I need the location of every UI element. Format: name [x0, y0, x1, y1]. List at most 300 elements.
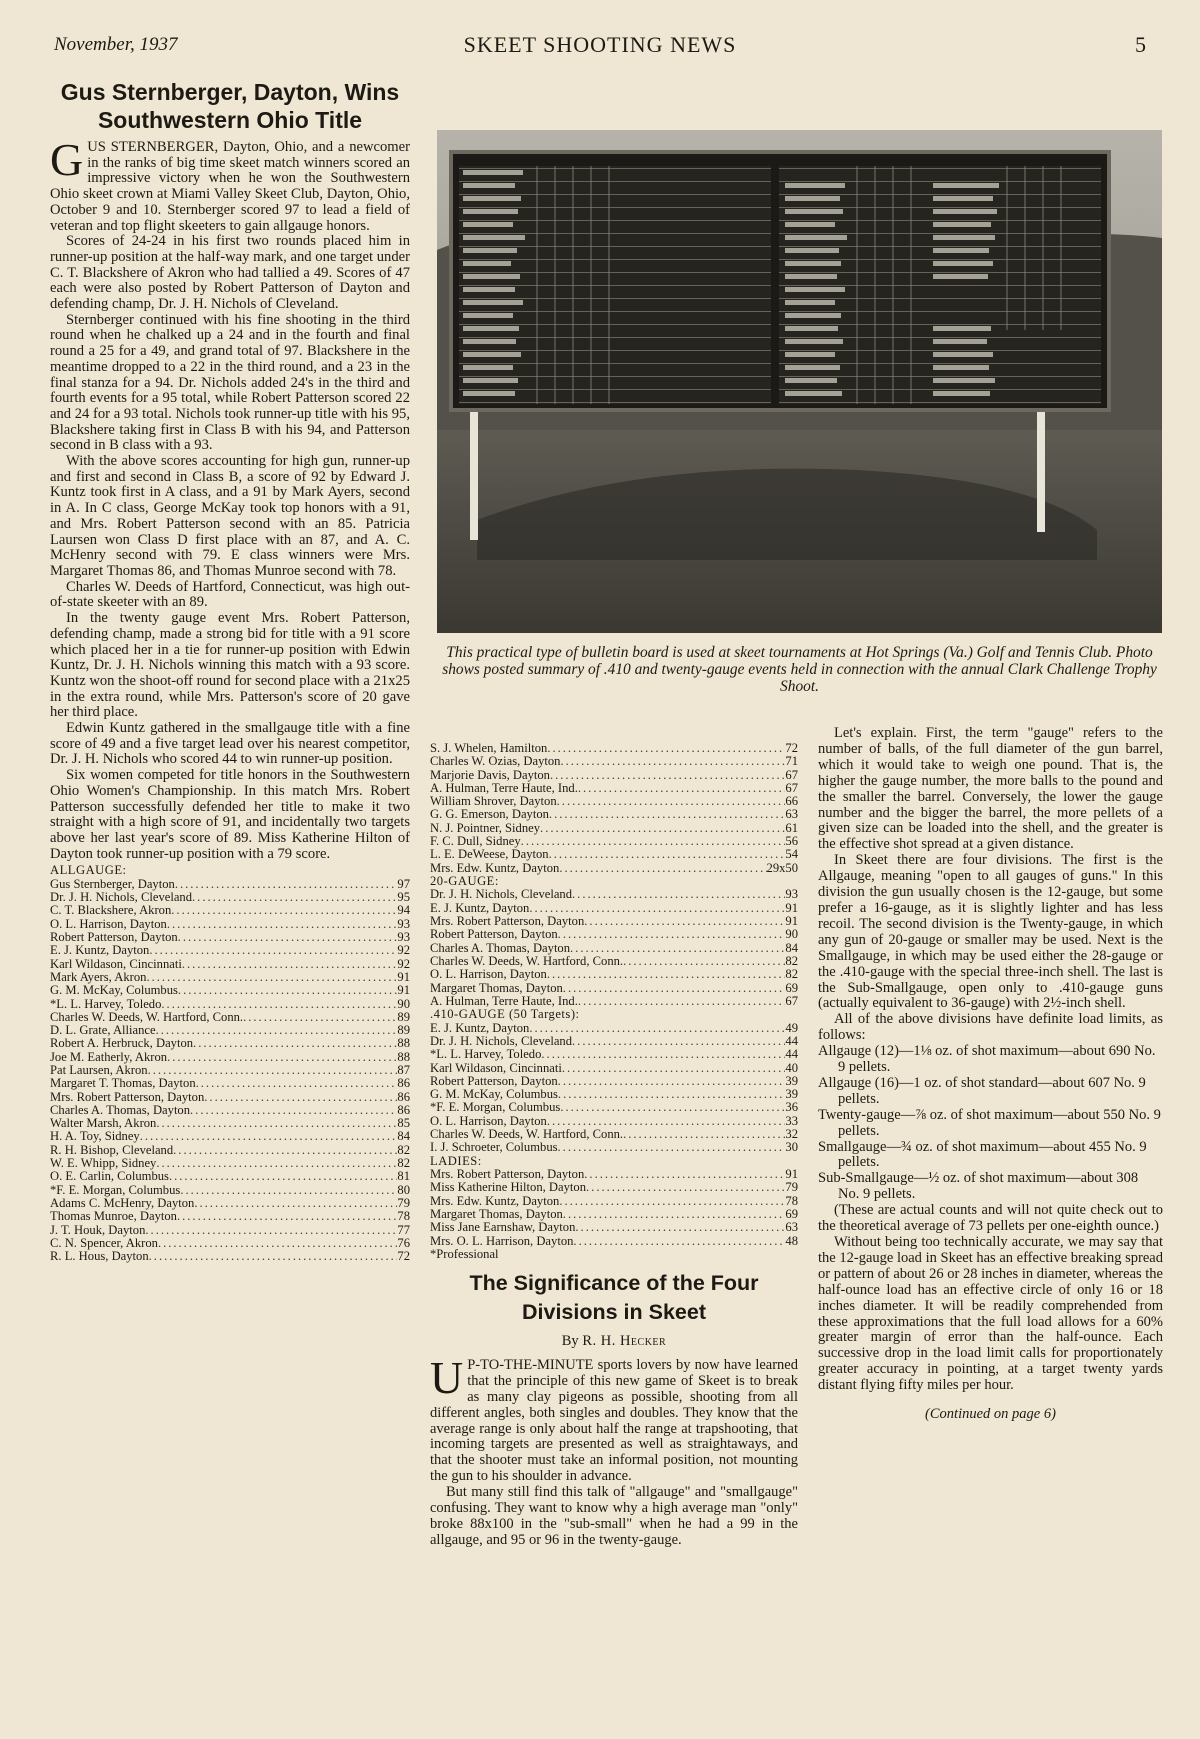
score-row	[50, 891, 410, 904]
shooter-score: 69	[785, 1208, 798, 1221]
dot-leader	[558, 1141, 786, 1154]
article-paragraph: (These are actual counts and will not quite check out to the theoretical average of 73 pellets per one-eighth ounce.)	[818, 1202, 1163, 1235]
dot-leader	[156, 1024, 398, 1037]
shooter-score: 91	[785, 915, 798, 929]
shooter-score: 84	[397, 1130, 410, 1144]
dot-leader	[558, 1088, 785, 1101]
score-row	[430, 1088, 798, 1101]
shooter-name: Mrs. Robert Patterson, Dayton	[430, 915, 585, 929]
score-row	[50, 944, 410, 957]
score-row	[50, 984, 410, 997]
score-row	[50, 918, 410, 931]
shooter-name: A. Hulman, Terre Haute, Ind.	[430, 994, 578, 1008]
continued-note: (Continued on page 6)	[925, 1406, 1056, 1423]
score-row	[430, 928, 798, 941]
shooter-score: 49	[785, 1021, 798, 1035]
article-paragraph: Edwin Kuntz gathered in the smallgauge title with a fine score of 49 and a five target lead over his nearest competitor, Dr. J. H. Nichols who scored 44 to win runner-up position.	[50, 720, 410, 768]
shooter-name: Mrs. Robert Patterson, Dayton	[430, 1168, 585, 1182]
drop-cap: U	[430, 1351, 464, 1403]
dot-leader	[529, 1022, 785, 1035]
shooter-name: C. N. Spencer, Akron	[50, 1236, 158, 1250]
score-row	[50, 1024, 410, 1037]
score-row	[430, 755, 798, 768]
shooter-name: Pat Laursen, Akron	[50, 1064, 148, 1077]
shooter-score: 36	[785, 1101, 798, 1115]
score-row	[50, 1250, 410, 1263]
page-number: 5	[1135, 32, 1146, 57]
shooter-score: 85	[397, 1117, 410, 1131]
dot-leader	[558, 1075, 786, 1088]
shooter-name: *F. E. Morgan, Columbus	[430, 1101, 561, 1115]
shooter-name: G. G. Emerson, Dayton	[430, 808, 549, 822]
score-row	[430, 1141, 798, 1154]
shooter-score: 93	[397, 917, 410, 931]
score-row	[50, 1224, 410, 1237]
shooter-name: D. L. Grate, Alliance	[50, 1024, 156, 1038]
professional-footnote: *Professional	[430, 1246, 499, 1261]
dot-leader	[573, 1235, 785, 1248]
score-row	[430, 1181, 798, 1194]
shooter-score: 90	[397, 997, 410, 1011]
issue-date: November, 1937	[54, 34, 178, 55]
score-row	[50, 1051, 410, 1064]
shooter-name: Joe M. Eatherly, Akron	[50, 1050, 168, 1064]
shooter-name: E. J. Kuntz, Dayton	[50, 944, 150, 958]
shooter-score: 44	[785, 1048, 798, 1062]
shooter-score: 40	[785, 1061, 798, 1075]
score-row	[50, 1210, 410, 1223]
dot-leader	[169, 1170, 397, 1183]
shooter-score: 89	[397, 1010, 410, 1024]
score-row	[430, 1022, 798, 1035]
shooter-name: Robert Patterson, Dayton	[50, 931, 178, 945]
shooter-score: 69	[785, 981, 798, 995]
dot-leader	[623, 1128, 785, 1141]
score-row	[430, 742, 798, 755]
shooter-name: Margaret T. Thomas, Dayton	[50, 1077, 196, 1091]
dot-leader	[572, 1035, 785, 1048]
score-row	[50, 1011, 410, 1024]
score-row	[430, 1101, 798, 1114]
dot-leader	[161, 998, 397, 1011]
score-row	[50, 1184, 410, 1197]
shooter-name: O. E. Carlin, Columbus	[50, 1170, 169, 1184]
article-paragraph: All of the above divisions have definite load limits, as follows:	[818, 1011, 1163, 1044]
dot-leader	[243, 1011, 397, 1024]
dot-leader	[563, 982, 786, 995]
shooter-name: H. A. Toy, Sidney	[50, 1130, 140, 1144]
score-row	[430, 888, 798, 901]
article-headline: The Significance of the Four Divisions in Skeet	[469, 1270, 759, 1324]
score-row	[50, 958, 410, 971]
dot-leader	[586, 1181, 785, 1194]
shooter-name: Marjorie Davis, Dayton	[430, 768, 550, 782]
shooter-score: 93	[397, 931, 410, 945]
dot-leader	[190, 1104, 397, 1117]
shooter-name: Charles A. Thomas, Dayton	[50, 1103, 191, 1117]
score-row	[50, 1130, 410, 1143]
shooter-score: 91	[397, 970, 410, 984]
article-paragraph: Without being too technically accurate, we may say that the 12-gauge load in Skeet has an effective breaking spread or pattern of about 26 or 28 inches in diameter, whereas the half-ounce load has an effective circle of only 16 or 18 inches diameter. It will be readily comprehended from these approximations that the full load allows for a 60% greater margin of error than the half-ounce. Each successive drop in the load limit calls for proportionately greater accuracy in pointing, at a target twenty yards distant flying fifty miles per hour.	[818, 1234, 1163, 1394]
dot-leader	[146, 971, 397, 984]
shooter-score: 39	[785, 1074, 798, 1088]
shooter-score: 86	[397, 1077, 410, 1091]
shooter-name: Karl Wildason, Cincinnati	[50, 957, 182, 971]
column-right	[818, 726, 1163, 1423]
shooter-score: 29x50	[766, 861, 798, 875]
score-row	[50, 1104, 410, 1117]
shooter-score: 80	[397, 1183, 410, 1197]
article-paragraph: But many still find this talk of "allgauge" and "smallgauge" confusing. They want to know why a high average man "only" broke 88x100 in the "sub-small" when he had a 99 in the allgauge, and 95 or 96 in the twenty-gauge.	[430, 1484, 798, 1548]
score-row	[430, 822, 798, 835]
score-row	[50, 1064, 410, 1077]
shooter-name: Mrs. Robert Patterson, Dayton	[50, 1090, 205, 1104]
score-row	[430, 1115, 798, 1128]
shooter-score: 84	[785, 941, 798, 955]
shooter-name: Robert Patterson, Dayton	[430, 928, 558, 942]
article-paragraph: Charles W. Deeds of Hartford, Connecticut, was high out-of-state skeeter with an 89.	[50, 578, 410, 611]
dot-leader	[140, 1130, 398, 1143]
shooter-score: 77	[397, 1223, 410, 1237]
dot-leader	[584, 915, 785, 928]
score-section-heading: .410-GAUGE (50 Targets):	[430, 1007, 580, 1022]
shooter-score: 91	[397, 984, 410, 998]
score-row	[430, 942, 798, 955]
shooter-name: Charles W. Ozias, Dayton	[430, 755, 561, 769]
shooter-score: 82	[397, 1143, 410, 1157]
score-row	[430, 782, 798, 795]
dot-leader	[549, 848, 786, 861]
shooter-name: W. E. Whipp, Sidney	[50, 1157, 157, 1171]
dot-leader	[570, 942, 785, 955]
score-row	[430, 862, 798, 875]
shooter-score: 91	[785, 1168, 798, 1182]
dot-leader	[177, 1210, 397, 1223]
load-limit-item: Twenty-gauge—⅞ oz. of shot maximum—about 550 No. 9 pellets.	[818, 1106, 1161, 1139]
shooter-name: Karl Wildason, Cincinnati	[430, 1061, 562, 1075]
shooter-name: Dr. J. H. Nichols, Cleveland	[430, 1034, 573, 1048]
load-limit-item: Allgauge (12)—1⅛ oz. of shot maximum—about 690 No. 9 pellets.	[818, 1043, 1156, 1076]
score-row	[430, 1168, 798, 1181]
publication-title: SKEET SHOOTING NEWS	[463, 32, 737, 57]
score-row	[430, 1128, 798, 1141]
allgauge-scores-continued	[430, 742, 798, 1261]
score-section-heading: 20-GAUGE:	[430, 873, 499, 888]
score-row	[50, 1237, 410, 1250]
score-row	[50, 1117, 410, 1130]
shooter-name: Charles W. Deeds, W. Hartford, Conn.	[50, 1010, 244, 1024]
dot-leader	[156, 1157, 397, 1170]
score-row	[430, 982, 798, 995]
shooter-name: *L. L. Harvey, Toledo	[430, 1048, 542, 1062]
dot-leader	[547, 1115, 786, 1128]
score-row	[430, 1221, 798, 1234]
score-row	[430, 769, 798, 782]
dot-leader	[560, 1101, 785, 1114]
score-row	[430, 835, 798, 848]
score-row	[430, 795, 798, 808]
dot-leader	[196, 1077, 398, 1090]
dot-leader	[167, 918, 398, 931]
shooter-name: C. T. Blackshere, Akron	[50, 904, 172, 918]
shooter-name: E. J. Kuntz, Dayton	[430, 901, 530, 915]
dot-leader	[549, 808, 785, 821]
article-headline: Gus Sternberger, Dayton, Wins Southwestern Ohio Title	[60, 79, 400, 133]
score-row	[50, 1077, 410, 1090]
shooter-name: Robert Patterson, Dayton	[430, 1074, 558, 1088]
shooter-score: 33	[785, 1114, 798, 1128]
dot-leader	[559, 862, 766, 875]
score-row	[430, 808, 798, 821]
dot-leader	[540, 822, 785, 835]
score-row	[430, 1048, 798, 1061]
dot-leader	[167, 1051, 397, 1064]
score-row	[50, 1170, 410, 1183]
shooter-score: 92	[397, 957, 410, 971]
shooter-score: 86	[397, 1090, 410, 1104]
score-row	[430, 1075, 798, 1088]
article-paragraph: With the above scores accounting for high gun, runner-up and first and second in Class B, a score of 92 by Edward J. Kuntz took first in A class, and a 91 by Mark Ayers, second in A. In C class, George McKay took top honors with a 91, and Mrs. Robert Patterson second with an 85. Patricia Laursen won Class D first place with an 87, and A. C. McHenry second with 79. E class winners were Mrs. Margaret Thomas 86, and Thomas Munroe second with 78.	[50, 453, 410, 579]
shooter-score: 81	[397, 1170, 410, 1184]
dot-leader	[572, 888, 785, 901]
dot-leader	[180, 1184, 397, 1197]
score-row	[50, 1037, 410, 1050]
shooter-name: *F. E. Morgan, Columbus	[50, 1183, 181, 1197]
shooter-score: 32	[785, 1128, 798, 1142]
dot-leader	[547, 968, 786, 981]
byline: By R. H. Hecker	[561, 1332, 667, 1349]
score-row	[50, 1197, 410, 1210]
shooter-score: 56	[785, 835, 798, 849]
shooter-score: 63	[785, 1221, 798, 1235]
shooter-score: 63	[785, 808, 798, 822]
shooter-score: 67	[785, 781, 798, 795]
shooter-score: 67	[785, 768, 798, 782]
dot-leader	[204, 1091, 397, 1104]
dot-leader	[529, 902, 785, 915]
load-limit-item: Smallgauge—¾ oz. of shot maximum—about 455 No. 9 pellets.	[818, 1138, 1147, 1171]
dot-leader	[178, 931, 398, 944]
shooter-name: *L. L. Harvey, Toledo	[50, 997, 162, 1011]
score-row	[430, 968, 798, 981]
shooter-name: William Shrover, Dayton	[430, 795, 557, 809]
shooter-score: 90	[785, 928, 798, 942]
shooter-score: 91	[785, 901, 798, 915]
score-row	[430, 1208, 798, 1221]
shooter-name: Robert A. Herbruck, Dayton	[50, 1037, 194, 1051]
shooter-name: R. L. Hous, Dayton	[50, 1250, 149, 1264]
shooter-name: Margaret Thomas, Dayton	[430, 981, 563, 995]
dot-leader	[578, 995, 786, 1008]
shooter-score: 72	[785, 742, 798, 755]
article-paragraph: Scores of 24-24 in his first two rounds placed him in runner-up position at the half-way mark, and one target under C. T. Blackshere of Akron who had tallied a 49. Scores of 47 each were also posted by Robert Patterson of Dayton and defending champ, Dr. J. H. Nichols of Cleveland.	[50, 233, 410, 313]
score-row	[430, 915, 798, 928]
shooter-name: Miss Katherine Hilton, Dayton	[430, 1181, 587, 1195]
shooter-name: Adams C. McHenry, Dayton	[50, 1196, 195, 1210]
shooter-name: I. J. Schroeter, Columbus	[430, 1141, 558, 1155]
shooter-name: Charles A. Thomas, Dayton	[430, 941, 571, 955]
shooter-score: 82	[397, 1157, 410, 1171]
shooter-name: Margaret Thomas, Dayton	[430, 1208, 563, 1221]
dot-leader	[560, 755, 785, 768]
shooter-score: 94	[397, 904, 410, 918]
shooter-name: Dr. J. H. Nichols, Cleveland	[50, 891, 193, 905]
score-row	[430, 995, 798, 1008]
score-row	[430, 1062, 798, 1075]
shooter-score: 87	[397, 1064, 410, 1077]
dot-leader	[193, 1037, 397, 1050]
shooter-score: 79	[397, 1196, 410, 1210]
column-left	[50, 78, 410, 1263]
dot-leader	[578, 782, 786, 795]
dot-leader	[156, 1117, 397, 1130]
shooter-score: 48	[785, 1234, 798, 1248]
dot-leader	[584, 1168, 785, 1181]
dot-leader	[623, 955, 785, 968]
shooter-name: Gus Sternberger, Dayton	[50, 877, 175, 891]
dot-leader	[182, 958, 398, 971]
dot-leader	[559, 1195, 785, 1208]
shooter-name: A. Hulman, Terre Haute, Ind.	[430, 781, 578, 795]
score-row	[50, 904, 410, 917]
dot-leader	[547, 742, 785, 755]
article-paragraph: In Skeet there are four divisions. The first is the Allgauge, meaning "open to all gauges of guns." In this division the gun usually chosen is the 12-gauge, but some prefer a 16-gauge, as it is slightly lighter and has less recoil. The second division is the Twenty-gauge, in which any gun of 20-gauge or smaller may be used. Next is the Smallgauge, in which may be used either the 28-gauge or the .410-gauge with the special three-inch shell. The last is the Sub-Smallgauge, open only to .410-gauge guns (actually equivalent to 36-gauge) with 2½-inch shell.	[818, 852, 1163, 1012]
article-body	[50, 134, 410, 862]
article-paragraph: Sternberger continued with his fine shooting in the third round when he chalked up a 24 and in the fourth and final round a 25 for a 49, and grand total of 97. Blackshere in the meantime dropped to a 22 in the third round, and a 23 in the final stanza for a 94. Dr. Nichols added 24's in the third and fourth events for a 95 total, while Robert Patterson scored 22 and 24 for a 93 total. Nichols took runner-up title with his 95, Blackshere taking first in Class B with his 94, and Patterson second in B class with a 93.	[50, 311, 410, 454]
article-paragraph: Six women competed for title honors in the Southwestern Ohio Women's Championship. In this match Mrs. Robert Patterson successfully defended her title to make it two straight with a high score of 91, and incidentally two targets above her last year's score of 89. Miss Katherine Hilton of Dayton took runner-up position with a 79 score.	[50, 767, 410, 862]
shooter-name: N. J. Pointner, Sidney	[430, 821, 541, 835]
dot-leader	[557, 795, 786, 808]
dot-leader	[194, 1197, 397, 1210]
shooter-score: 30	[785, 1141, 798, 1155]
shooter-score: 78	[785, 1194, 798, 1208]
shooter-name: S. J. Whelen, Hamilton	[430, 742, 548, 755]
score-row	[50, 931, 410, 944]
drop-cap: G	[50, 134, 84, 185]
article-paragraph: GUS STERNBERGER, Dayton, Ohio, and a newcomer in the ranks of big time skeet match winners scored an impressive victory when he won the Southwestern Ohio skeet crown at Miami Valley Skeet Club, Dayton, Ohio, October 9 and 10. Sternberger scored 97 to lead a field of veteran and top flight skeeters to gain allgauge honors.	[50, 134, 410, 234]
shooter-score: 54	[785, 848, 798, 862]
score-row	[430, 955, 798, 968]
dot-leader	[192, 891, 397, 904]
shooter-score: 79	[785, 1181, 798, 1195]
shooter-score: 88	[397, 1037, 410, 1051]
dot-leader	[563, 1208, 786, 1221]
shooter-score: 82	[785, 968, 798, 982]
shooter-name: Mrs. Edw. Kuntz, Dayton	[430, 1194, 560, 1208]
shooter-name: G. M. McKay, Columbus	[430, 1088, 558, 1102]
shooter-score: 66	[785, 795, 798, 809]
shooter-name: O. L. Harrison, Dayton	[430, 1114, 547, 1128]
article-paragraph: In the twenty gauge event Mrs. Robert Patterson, defending champ, made a strong bid for title with a 91 score which placed her in a tie for runner-up position with Edwin Kuntz, Dr. J. H. Nichols winning this match with a 93 score. Kuntz won the shoot-off round for second place with a 21x25 in the extra round, while Mrs. Patterson's score of 20 gave her third place.	[50, 610, 410, 721]
column-middle	[430, 740, 798, 1549]
score-row	[50, 971, 410, 984]
dot-leader	[148, 1064, 398, 1077]
shooter-name: Mark Ayers, Akron	[50, 970, 147, 984]
page-header	[54, 30, 1146, 64]
shooter-score: 78	[397, 1210, 410, 1224]
shooter-name: R. H. Bishop, Cleveland	[50, 1143, 174, 1157]
shooter-name: J. T. Houk, Dayton	[50, 1223, 146, 1237]
shooter-name: Walter Marsh, Akron	[50, 1117, 157, 1131]
scoreboard-image	[437, 130, 1162, 633]
shooter-name: Miss Jane Earnshaw, Dayton	[430, 1221, 576, 1235]
score-row	[50, 1157, 410, 1170]
shooter-score: 44	[785, 1034, 798, 1048]
dot-leader	[149, 1250, 398, 1263]
shooter-name: Thomas Munroe, Dayton	[50, 1210, 177, 1224]
score-row	[430, 1195, 798, 1208]
load-limits-list	[818, 1044, 1163, 1203]
score-row	[50, 878, 410, 891]
dot-leader	[558, 928, 786, 941]
shooter-name: Charles W. Deeds, W. Hartford, Conn.	[430, 1128, 624, 1142]
allgauge-scores	[50, 864, 410, 1263]
score-row	[50, 1144, 410, 1157]
shooter-name: G. M. McKay, Columbus	[50, 984, 178, 998]
bulletin-board-photo	[437, 130, 1162, 633]
shooter-score: 89	[397, 1024, 410, 1038]
dot-leader	[145, 1224, 397, 1237]
dot-leader	[149, 944, 397, 957]
article-paragraph: Let's explain. First, the term "gauge" refers to the number of balls, of the full diameter of the gun barrel, which it would take to weigh one pound. That is, the higher the gauge number, the more balls to the pound and the smaller the barrel. Conversely, the lower the gauge number and the bigger the barrel, the more pellets of a given size can be loaded into the shell, and the greater is the effective shot spread at a given distance.	[818, 725, 1163, 853]
shooter-score: 61	[785, 821, 798, 835]
shooter-score: 71	[785, 755, 798, 769]
shooter-name: Dr. J. H. Nichols, Cleveland	[430, 888, 573, 902]
shooter-name: F. C. Dull, Sidney	[430, 835, 521, 849]
shooter-name: Mrs. O. L. Harrison, Dayton	[430, 1234, 574, 1248]
dot-leader	[541, 1048, 785, 1061]
dot-leader	[178, 984, 397, 997]
shooter-score: 93	[785, 888, 798, 902]
shooter-score: 82	[785, 954, 798, 968]
load-limit-item: Sub-Smallgauge—½ oz. of shot maximum—about 308 No. 9 pellets.	[818, 1170, 1139, 1203]
dot-leader	[562, 1062, 786, 1075]
dot-leader	[171, 904, 397, 917]
author-name: R. H. Hecker	[582, 1332, 667, 1349]
score-row	[430, 848, 798, 861]
score-row	[430, 902, 798, 915]
shooter-score: 88	[397, 1050, 410, 1064]
shooter-score: 92	[397, 944, 410, 958]
score-section-heading: LADIES:	[430, 1153, 482, 1168]
shooter-score: 95	[397, 891, 410, 905]
shooter-score: 97	[397, 877, 410, 891]
dot-leader	[521, 835, 786, 848]
shooter-name: O. L. Harrison, Dayton	[430, 968, 547, 982]
dot-leader	[173, 1144, 397, 1157]
shooter-score: 67	[785, 994, 798, 1008]
shooter-score: 39	[785, 1088, 798, 1102]
shooter-name: E. J. Kuntz, Dayton	[430, 1021, 530, 1035]
article-paragraph: U P-TO-THE-MINUTE sports lovers by now have learned that the principle of this new game of Skeet is to break as many clay pigeons as possible, shooting from all different angles, both singles and doubles. They know that the average range is only about half the range at trapshooting, that incoming targets are presented as well as straightaways, and that the shooter must take an informal position, not mounting the gun to his shoulder in advance.	[430, 1351, 798, 1485]
shooter-score: 72	[397, 1250, 410, 1264]
shooter-name: Charles W. Deeds, W. Hartford, Conn.	[430, 954, 624, 968]
load-limit-item: Allgauge (16)—1 oz. of shot standard—about 607 No. 9 pellets.	[818, 1074, 1146, 1107]
dot-leader	[575, 1221, 785, 1234]
shooter-score: 76	[397, 1236, 410, 1250]
shooter-name: O. L. Harrison, Dayton	[50, 917, 167, 931]
shooter-score: 86	[397, 1103, 410, 1117]
shooter-name: L. E. DeWeese, Dayton	[430, 848, 549, 862]
dot-leader	[158, 1237, 397, 1250]
dot-leader	[175, 878, 398, 891]
score-row	[430, 1235, 798, 1248]
score-row	[50, 1091, 410, 1104]
score-section-heading: ALLGAUGE:	[50, 863, 127, 878]
photo-caption: This practical type of bulletin board is used at skeet tournaments at Hot Springs (Va.) Golf and Tennis Club. Photo shows posted summary of .410 and twenty-gauge events held in connection with the annual Clark Challenge Trophy Shoot.	[442, 644, 1157, 695]
shooter-name: Mrs. Edw. Kuntz, Dayton	[430, 861, 560, 875]
dot-leader	[550, 769, 785, 782]
